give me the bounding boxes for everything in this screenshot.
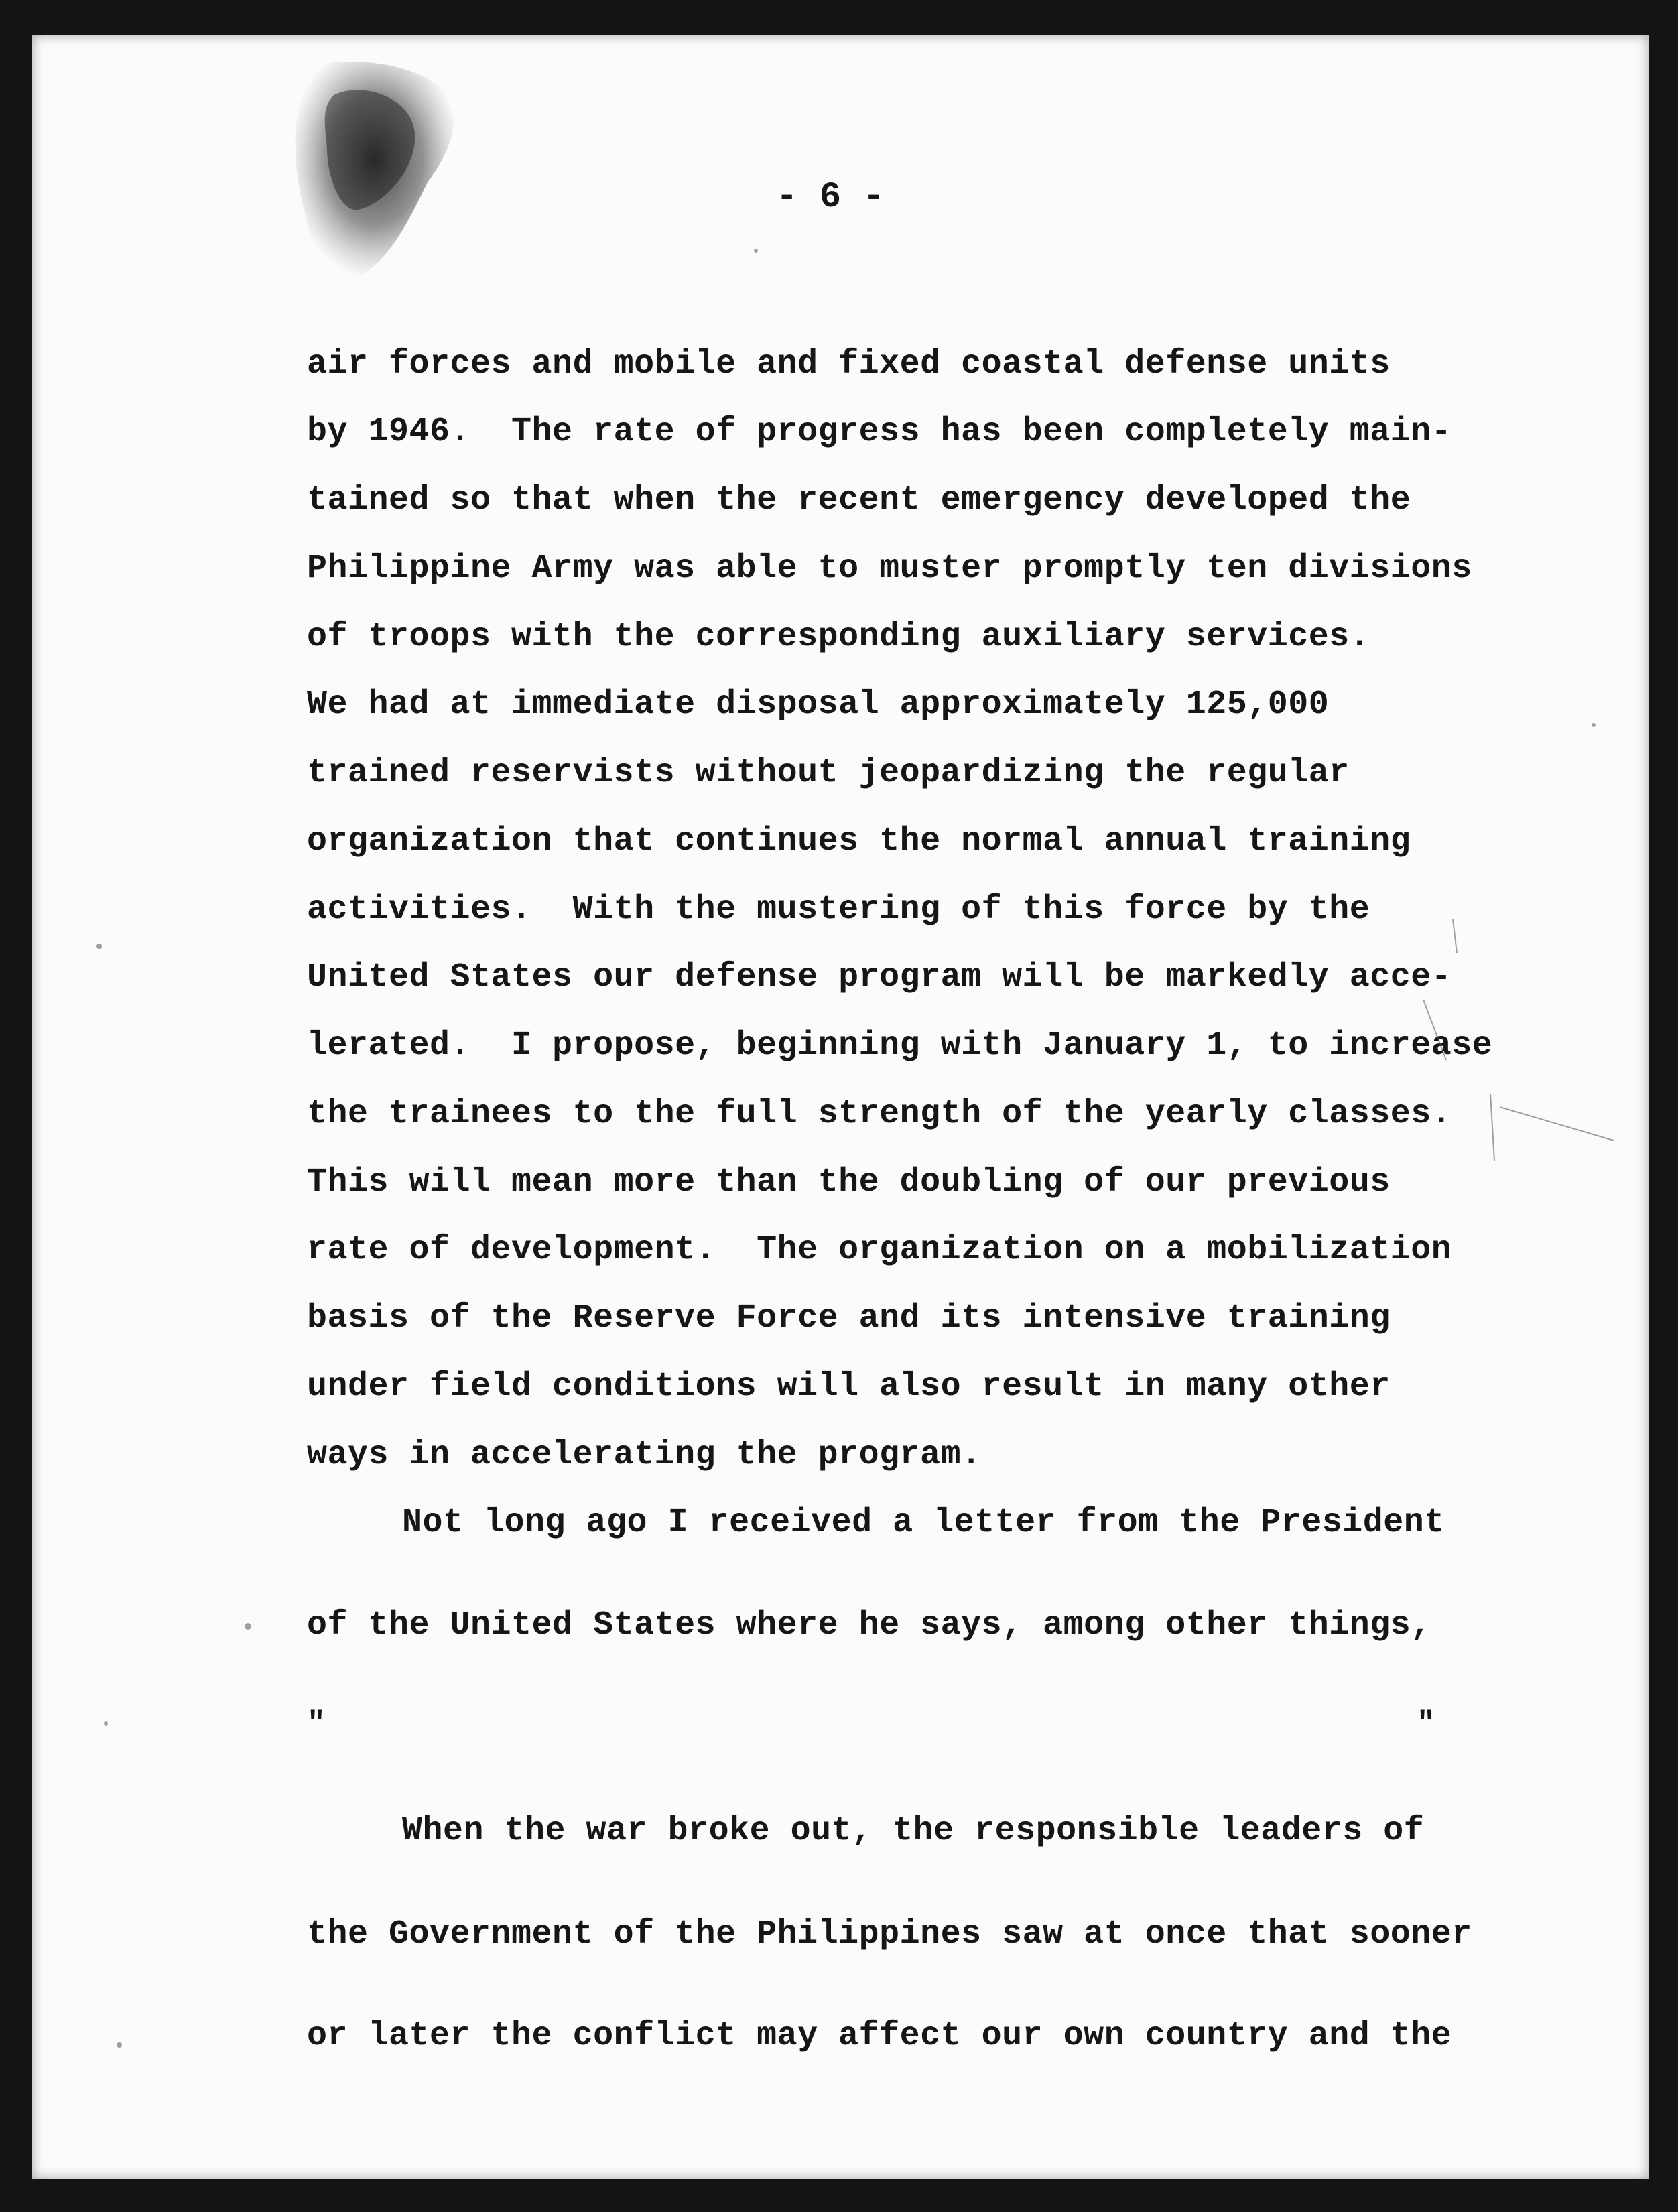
text-line-12: the trainees to the full strength of the yearly classes.	[307, 1095, 1452, 1133]
text-line-8: organization that continues the normal annual training	[307, 822, 1411, 860]
text-line-21: the Government of the Philippines saw at once that sooner	[307, 1915, 1472, 1953]
text-line-18: Not long ago I received a letter from the President	[402, 1504, 1445, 1542]
quote-close-mark: "	[1417, 1707, 1435, 1742]
text-line-14: rate of development. The organization on a mobilization	[307, 1231, 1452, 1269]
text-line-4: Philippine Army was able to muster promptly ten divisions	[307, 549, 1472, 588]
text-line-11: lerated. I propose, beginning with January 1, to increase	[307, 1027, 1493, 1065]
text-line-17: ways in accelerating the program.	[307, 1436, 982, 1474]
quote-open-mark: "	[307, 1707, 326, 1742]
text-line-22: or later the conflict may affect our own country and the	[307, 2017, 1452, 2055]
text-line-9: activities. With the mustering of this force by the	[307, 891, 1370, 929]
text-line-19: of the United States where he says, among other things,	[307, 1606, 1431, 1644]
text-line-3: tained so that when the recent emergency developed the	[307, 481, 1411, 519]
text-line-15: basis of the Reserve Force and its intensive training	[307, 1299, 1391, 1338]
text-line-20: When the war broke out, the responsible leaders of	[402, 1812, 1425, 1850]
text-line-16: under field conditions will also result in many other	[307, 1368, 1391, 1406]
text-line-2: by 1946. The rate of progress has been completely main-	[307, 413, 1452, 451]
text-line-5: of troops with the corresponding auxiliary services.	[307, 618, 1370, 656]
typewritten-page	[32, 35, 1649, 2179]
text-line-7: trained reservists without jeopardizing the regular	[307, 754, 1350, 792]
document-body	[32, 35, 1649, 2179]
text-line-10: United States our defense program will be markedly acce-	[307, 958, 1452, 996]
text-line-6: We had at immediate disposal approximately 125,000	[307, 686, 1330, 724]
text-line-1: air forces and mobile and fixed coastal defense units	[307, 345, 1391, 383]
page-number: - 6 -	[776, 177, 885, 218]
text-line-13: This will mean more than the doubling of our previous	[307, 1163, 1391, 1201]
